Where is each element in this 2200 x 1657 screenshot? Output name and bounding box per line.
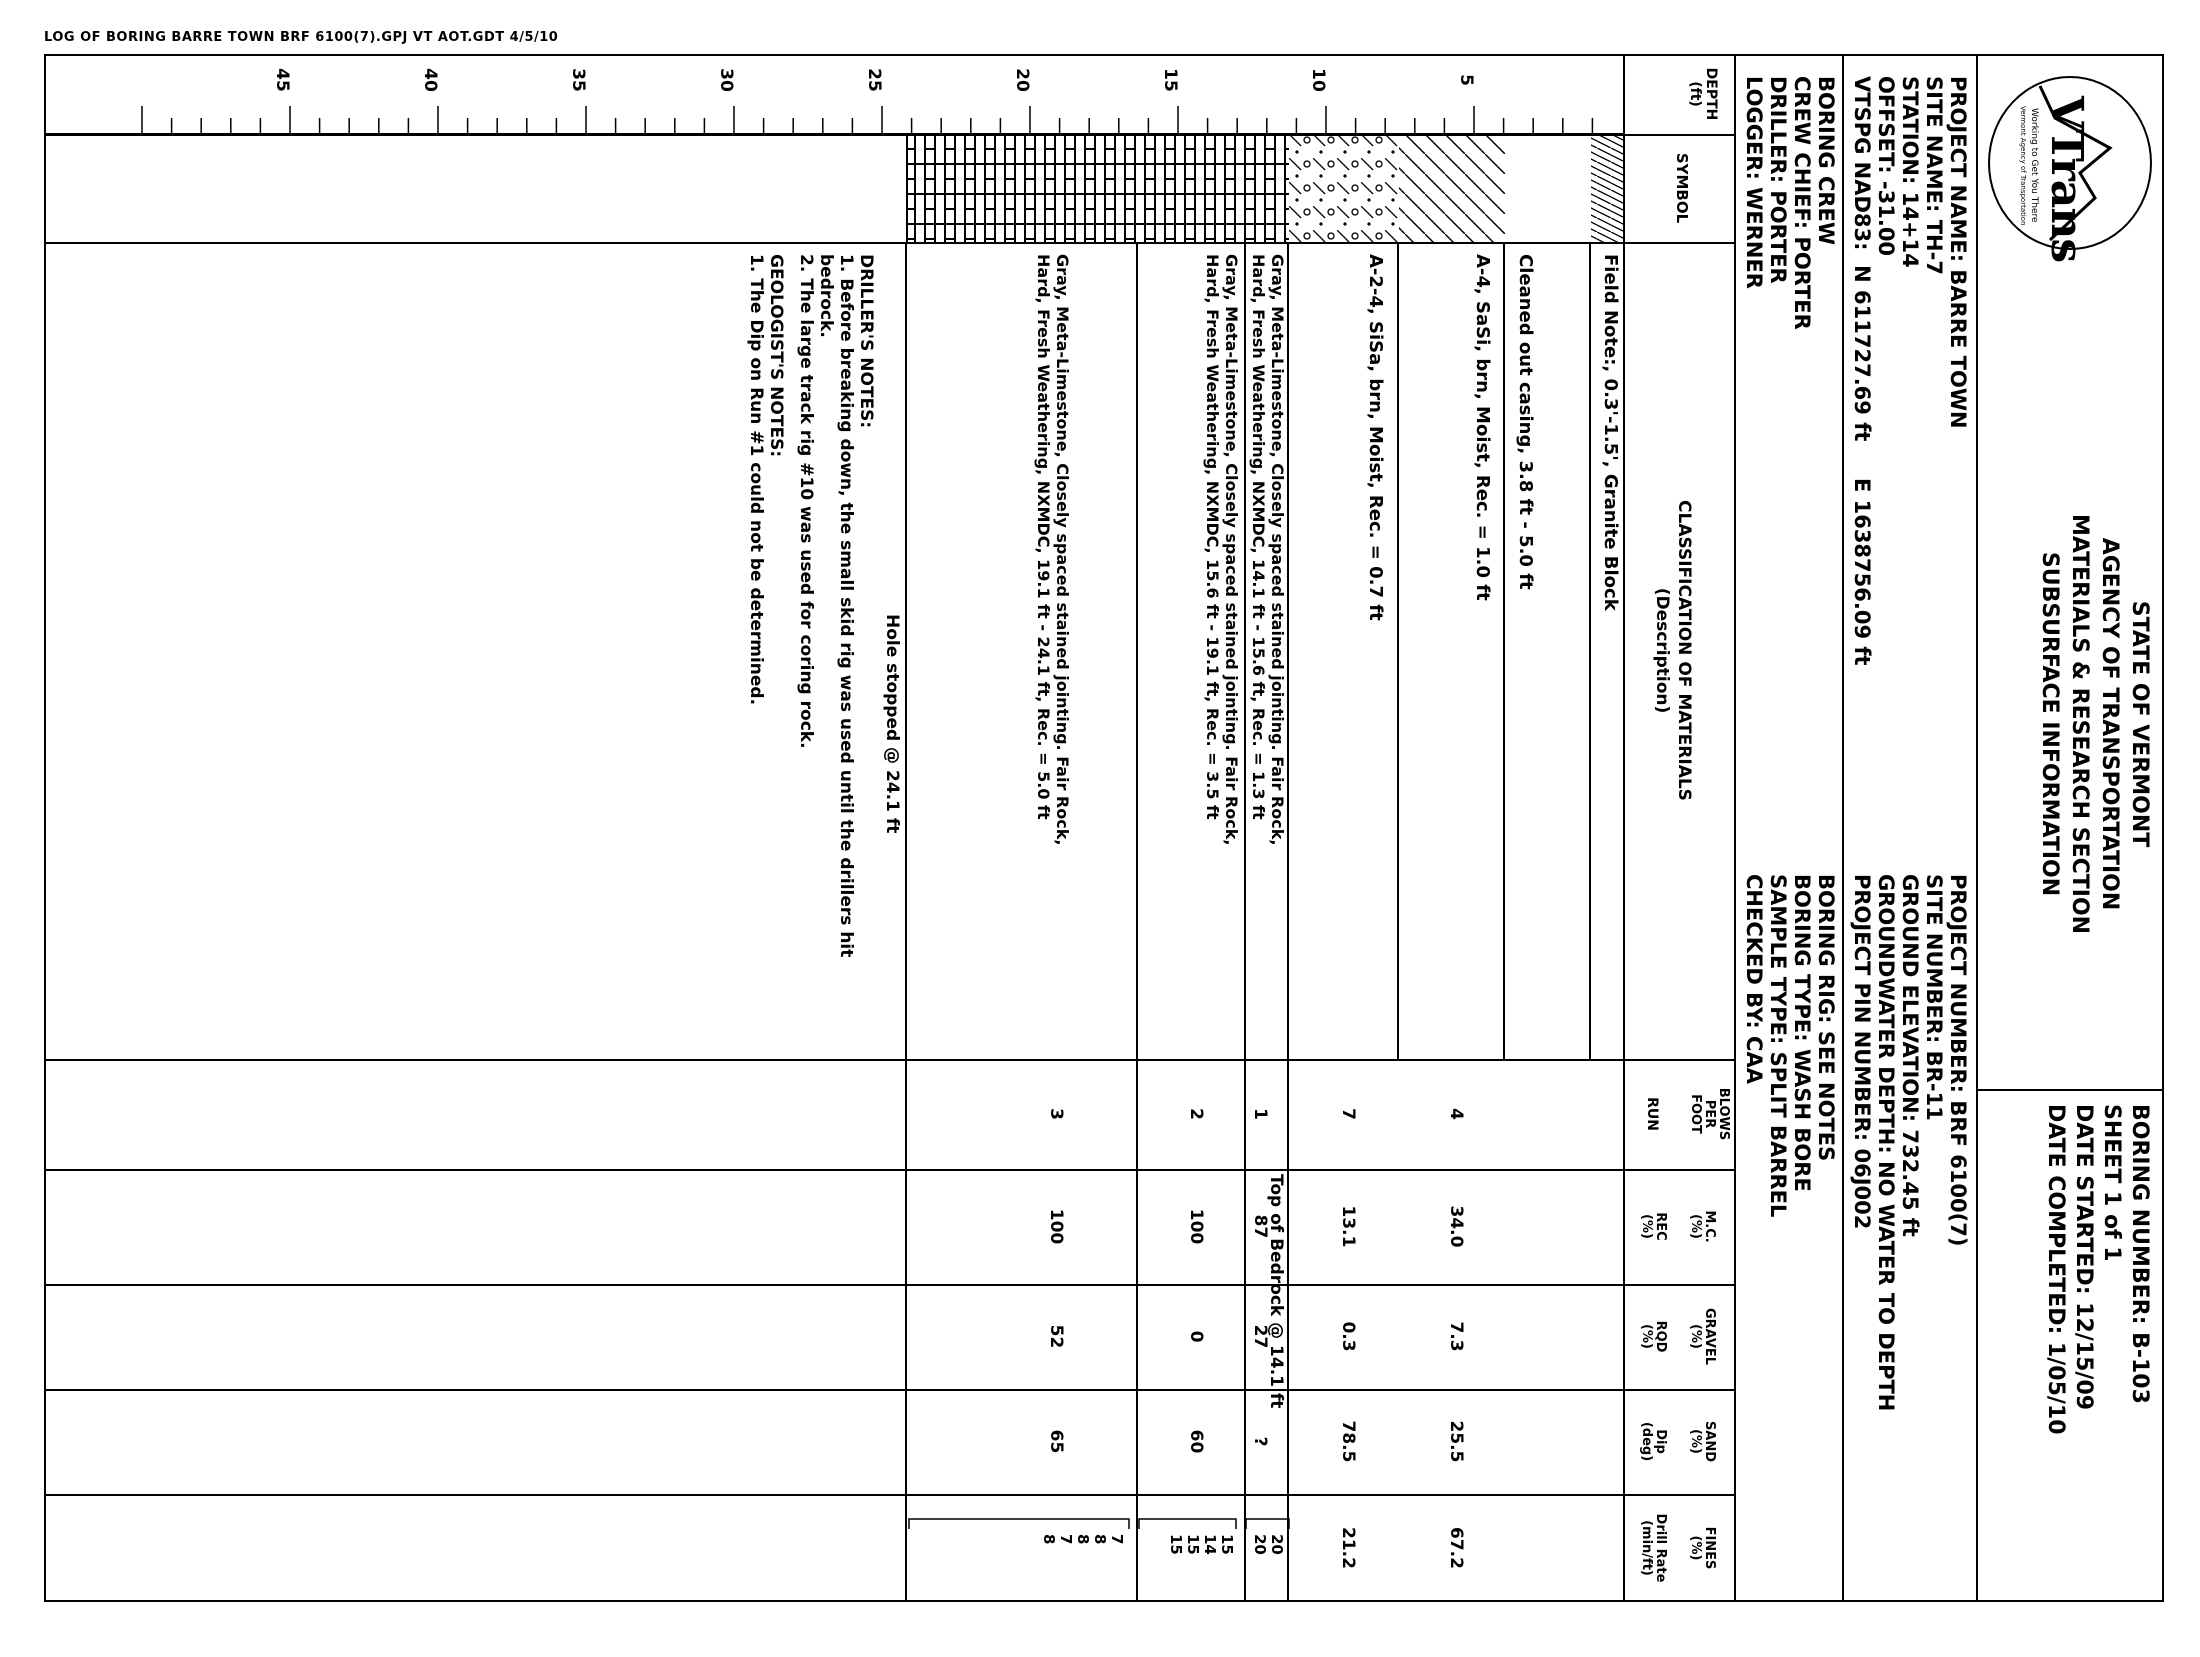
col-line-blows	[44, 1169, 1736, 1171]
depth-unit: (ft)	[1687, 81, 1703, 107]
layer-line-soil-2	[1287, 242, 1289, 1059]
col-line-symbol	[44, 242, 1736, 244]
rock-run-3-number: 3	[1046, 1108, 1066, 1120]
mc-unit: (%)	[1688, 1214, 1703, 1239]
hole-stopped: Hole stopped @ 24.1 ft	[882, 614, 902, 834]
sheet-frame	[44, 54, 2164, 1602]
logger: LOGGER: WERNER	[1742, 76, 1766, 289]
dip-unit: (deg)	[1639, 1421, 1654, 1462]
project-name: PROJECT NAME: BARRE TOWN	[1946, 76, 1970, 429]
title-divider	[1976, 54, 1978, 1602]
checked-by: CHECKED BY: CAA	[1742, 874, 1766, 1084]
fines-header: FINES	[1702, 1526, 1717, 1570]
rock-run-1-dip: ?	[1250, 1436, 1270, 1447]
drill-rate-brackets	[894, 1499, 1294, 1539]
layer-line-bottom	[905, 242, 907, 1059]
soil-row-2-gravel: 0.3	[1338, 1321, 1358, 1352]
depth-tick-25: 25	[864, 68, 884, 92]
drillers-note-1: 1. Before breaking down, the small skid rig was used until the drillers hit	[836, 254, 856, 958]
col-line-sand	[44, 1494, 1736, 1496]
geologists-notes-title: GEOLOGIST'S NOTES:	[766, 254, 786, 458]
rock-run-1-number: 1	[1250, 1108, 1270, 1120]
vtrans-logo	[1988, 76, 2152, 263]
soil-row-1-sand: 25.5	[1446, 1420, 1466, 1463]
col-line-mc	[44, 1284, 1736, 1286]
sample-type: SAMPLE TYPE: SPLIT BARREL	[1766, 874, 1790, 1218]
depth-tick-35: 35	[568, 68, 588, 92]
drillers-notes-title: DRILLER'S NOTES:	[856, 254, 876, 429]
soil-row-1-gravel: 7.3	[1446, 1321, 1466, 1352]
rock-run-2-number: 2	[1186, 1108, 1206, 1120]
layer-line-granite	[1589, 242, 1591, 1059]
dip-header: Dip	[1653, 1429, 1668, 1454]
rock-run-2-drill-4: 15	[1167, 1534, 1185, 1555]
symbol-header: SYMBOL	[1673, 152, 1691, 224]
layer-a24: A-2-4, SiSa, brn, Moist, Rec. = 0.7 ft	[1365, 254, 1386, 621]
soil-row-2-sand: 78.5	[1338, 1420, 1358, 1463]
depth-tick-30: 30	[716, 68, 736, 92]
layer-a4: A-4, SaSi, brn, Moist, Rec. = 1.0 ft	[1472, 254, 1493, 601]
agency-line-1: STATE OF VERMONT	[2127, 600, 2152, 848]
agency-line-2: AGENCY OF TRANSPORTATION	[2097, 537, 2122, 911]
boring-crew-label: BORING CREW	[1814, 76, 1838, 246]
rqd-unit: (%)	[1639, 1324, 1654, 1349]
rock-run-3-drill-2: 8	[1091, 1534, 1109, 1545]
drillers-note-1-cont: bedrock.	[816, 254, 836, 338]
soil-row-1-fines: 67.2	[1446, 1527, 1466, 1569]
rock-run-2-rqd: 0	[1186, 1330, 1206, 1343]
depth-tick-45: 45	[272, 68, 292, 92]
sheet-number: SHEET 1 of 1	[2099, 1104, 2124, 1262]
layer-rock-run3-line2: Hard, Fresh Weathering, NXMDC, 19.1 ft - 24.1 ft, Rec. = 5.0 ft	[1034, 254, 1053, 820]
soil-row-2-blows: 7	[1338, 1108, 1358, 1120]
layer-rock-run1-line1: Gray, Meta-Limestone, Closely spaced stained jointing. Fair Rock,	[1268, 254, 1287, 846]
blows-header-2: PER	[1702, 1099, 1717, 1129]
gravel-header: GRAVEL	[1702, 1307, 1717, 1366]
drill-rate-unit: (min/ft)	[1639, 1520, 1654, 1576]
title-vertical-divider	[1978, 1089, 2164, 1091]
layer-line-rock-run2	[1136, 242, 1138, 1059]
station: STATION: 14+14	[1898, 76, 1922, 268]
rock-run-1-rqd: 27	[1250, 1324, 1270, 1349]
run-header: RUN	[1644, 1097, 1660, 1131]
depth-tick-15: 15	[1160, 68, 1180, 92]
boring-number: BORING NUMBER: B-103	[2127, 1104, 2152, 1404]
soil-row-2-mc: 13.1	[1338, 1205, 1358, 1248]
offset: OFFSET: -31.00	[1874, 76, 1898, 257]
logo-subtitle: Vermont Agency of Transportation	[2019, 106, 2027, 226]
top-of-bedrock: Top of Bedrock @ 14.1 ft	[1266, 1174, 1286, 1409]
logo-text: VTrans	[2041, 96, 2092, 263]
rock-run-3-drill-4: 7	[1057, 1534, 1075, 1545]
crew-table-divider	[1734, 54, 1736, 1602]
col-line-classification	[44, 1059, 1736, 1061]
rock-run-2-drill-1: 15	[1218, 1534, 1236, 1555]
layer-rock-run3-line1: Gray, Meta-Limestone, Closely spaced stained jointing. Fair Rock,	[1053, 254, 1072, 846]
file-header: LOG OF BORING BARRE TOWN BRF 6100(7).GPJ VT AOT.GDT 4/5/10	[44, 30, 559, 45]
rqd-header: RQD	[1653, 1320, 1668, 1353]
date-started: DATE STARTED: 12/15/09	[2071, 1104, 2096, 1411]
rock-run-1-drill-2: 20	[1251, 1534, 1269, 1555]
project-crew-divider	[1842, 54, 1844, 1602]
fines-unit: (%)	[1688, 1535, 1703, 1561]
geologists-note-1: 1. The Dip on Run #1 could not be determined.	[746, 254, 766, 706]
depth-tick-10: 10	[1308, 68, 1328, 92]
soil-row-1-blows: 4	[1446, 1108, 1466, 1120]
depth-tick-5: 5	[1456, 74, 1476, 86]
rock-run-2-drill-3: 15	[1184, 1534, 1202, 1555]
layer-line-rock-run1	[1244, 242, 1246, 1059]
layer-granite-note: Field Note:, 0.3'-1.5', Granite Block	[1600, 254, 1621, 611]
blows-header-3: FOOT	[1688, 1094, 1703, 1134]
classification-header: CLASSIFICATION OF MATERIALS	[1674, 500, 1694, 801]
date-completed: DATE COMPLETED: 1/05/10	[2043, 1104, 2068, 1435]
classification-subheader: (Description)	[1652, 587, 1672, 714]
ground-elevation: GROUND ELEVATION: 732.45 ft	[1898, 874, 1922, 1237]
rock-run-3-drill-5: 8	[1040, 1534, 1058, 1545]
layer-rock-run1-line2: Hard, Fresh Weathering, NXMDC, 14.1 ft - 15.6 ft, Rec. = 1.3 ft	[1249, 254, 1268, 820]
vtspg-coordinates: VTSPG NAD83: N 611727.69 ft E 1638756.09 ft	[1850, 76, 1874, 666]
soil-row-2-fines: 21.2	[1338, 1527, 1358, 1569]
depth-header: DEPTH	[1703, 67, 1719, 121]
soil-row-1-mc: 34.0	[1446, 1205, 1466, 1248]
symbol-column	[45, 134, 1625, 242]
sand-unit: (%)	[1688, 1429, 1703, 1454]
rec-unit: (%)	[1639, 1214, 1654, 1239]
rock-run-2-drill-2: 14	[1201, 1534, 1219, 1555]
depth-tick-20: 20	[1012, 68, 1032, 92]
boring-log-sheet	[44, 54, 2164, 1602]
agency-line-4: SUBSURFACE INFORMATION	[2037, 551, 2062, 897]
layer-rock-run2-line1: Gray, Meta-Limestone, Closely spaced stained jointing. Fair Rock,	[1222, 254, 1241, 846]
rock-run-3-rqd: 52	[1046, 1324, 1066, 1349]
rock-run-1-rec: 87	[1250, 1214, 1270, 1239]
logo-tagline: Working to Get You There	[2029, 108, 2039, 223]
col-line-gravel	[44, 1389, 1736, 1391]
rock-run-3-drill-3: 8	[1074, 1534, 1092, 1545]
blows-header-1: BLOWS	[1716, 1087, 1731, 1141]
rock-run-3-dip: 65	[1046, 1429, 1066, 1454]
layer-casing-note: Cleaned out casing, 3.8 ft - 5.0 ft	[1515, 254, 1536, 590]
depth-tick-40: 40	[420, 68, 440, 92]
sand-header: SAND	[1702, 1420, 1717, 1463]
project-number: PROJECT NUMBER: BRF 6100(7)	[1946, 874, 1970, 1247]
gravel-unit: (%)	[1688, 1324, 1703, 1349]
site-number: SITE NUMBER: BR-11	[1922, 874, 1946, 1121]
project-pin-number: PROJECT PIN NUMBER: 06J002	[1850, 874, 1874, 1230]
site-name: SITE NAME: TH-7	[1922, 76, 1946, 275]
rock-run-3-drill-1: 7	[1108, 1534, 1126, 1545]
rock-run-3-rec: 100	[1046, 1208, 1066, 1245]
table-header-divider	[1623, 54, 1625, 1602]
layer-line-casing	[1503, 242, 1505, 1059]
rec-header: REC	[1653, 1212, 1668, 1241]
rock-run-1-drill-1: 20	[1268, 1534, 1286, 1555]
rock-run-2-dip: 60	[1186, 1429, 1206, 1454]
agency-line-3: MATERIALS & RESEARCH SECTION	[2067, 513, 2092, 935]
mc-header: M.C.	[1702, 1210, 1717, 1243]
boring-rig: BORING RIG: SEE NOTES	[1814, 874, 1838, 1162]
boring-type: BORING TYPE: WASH BORE	[1790, 874, 1814, 1192]
layer-rock-run2-line2: Hard, Fresh Weathering, NXMDC, 15.6 ft - 19.1 ft, Rec. = 3.5 ft	[1203, 254, 1222, 820]
groundwater-depth: GROUNDWATER DEPTH: NO WATER TO DEPTH	[1874, 874, 1898, 1412]
crew-chief: CREW CHIEF: PORTER	[1790, 76, 1814, 330]
drill-rate-header: Drill Rate	[1653, 1513, 1668, 1583]
driller: DRILLER: PORTER	[1766, 76, 1790, 284]
rock-run-2-rec: 100	[1186, 1208, 1206, 1245]
drillers-note-2: 2. The large track rig #10 was used for coring rock.	[796, 254, 816, 749]
layer-line-soil-1	[1397, 242, 1399, 1059]
